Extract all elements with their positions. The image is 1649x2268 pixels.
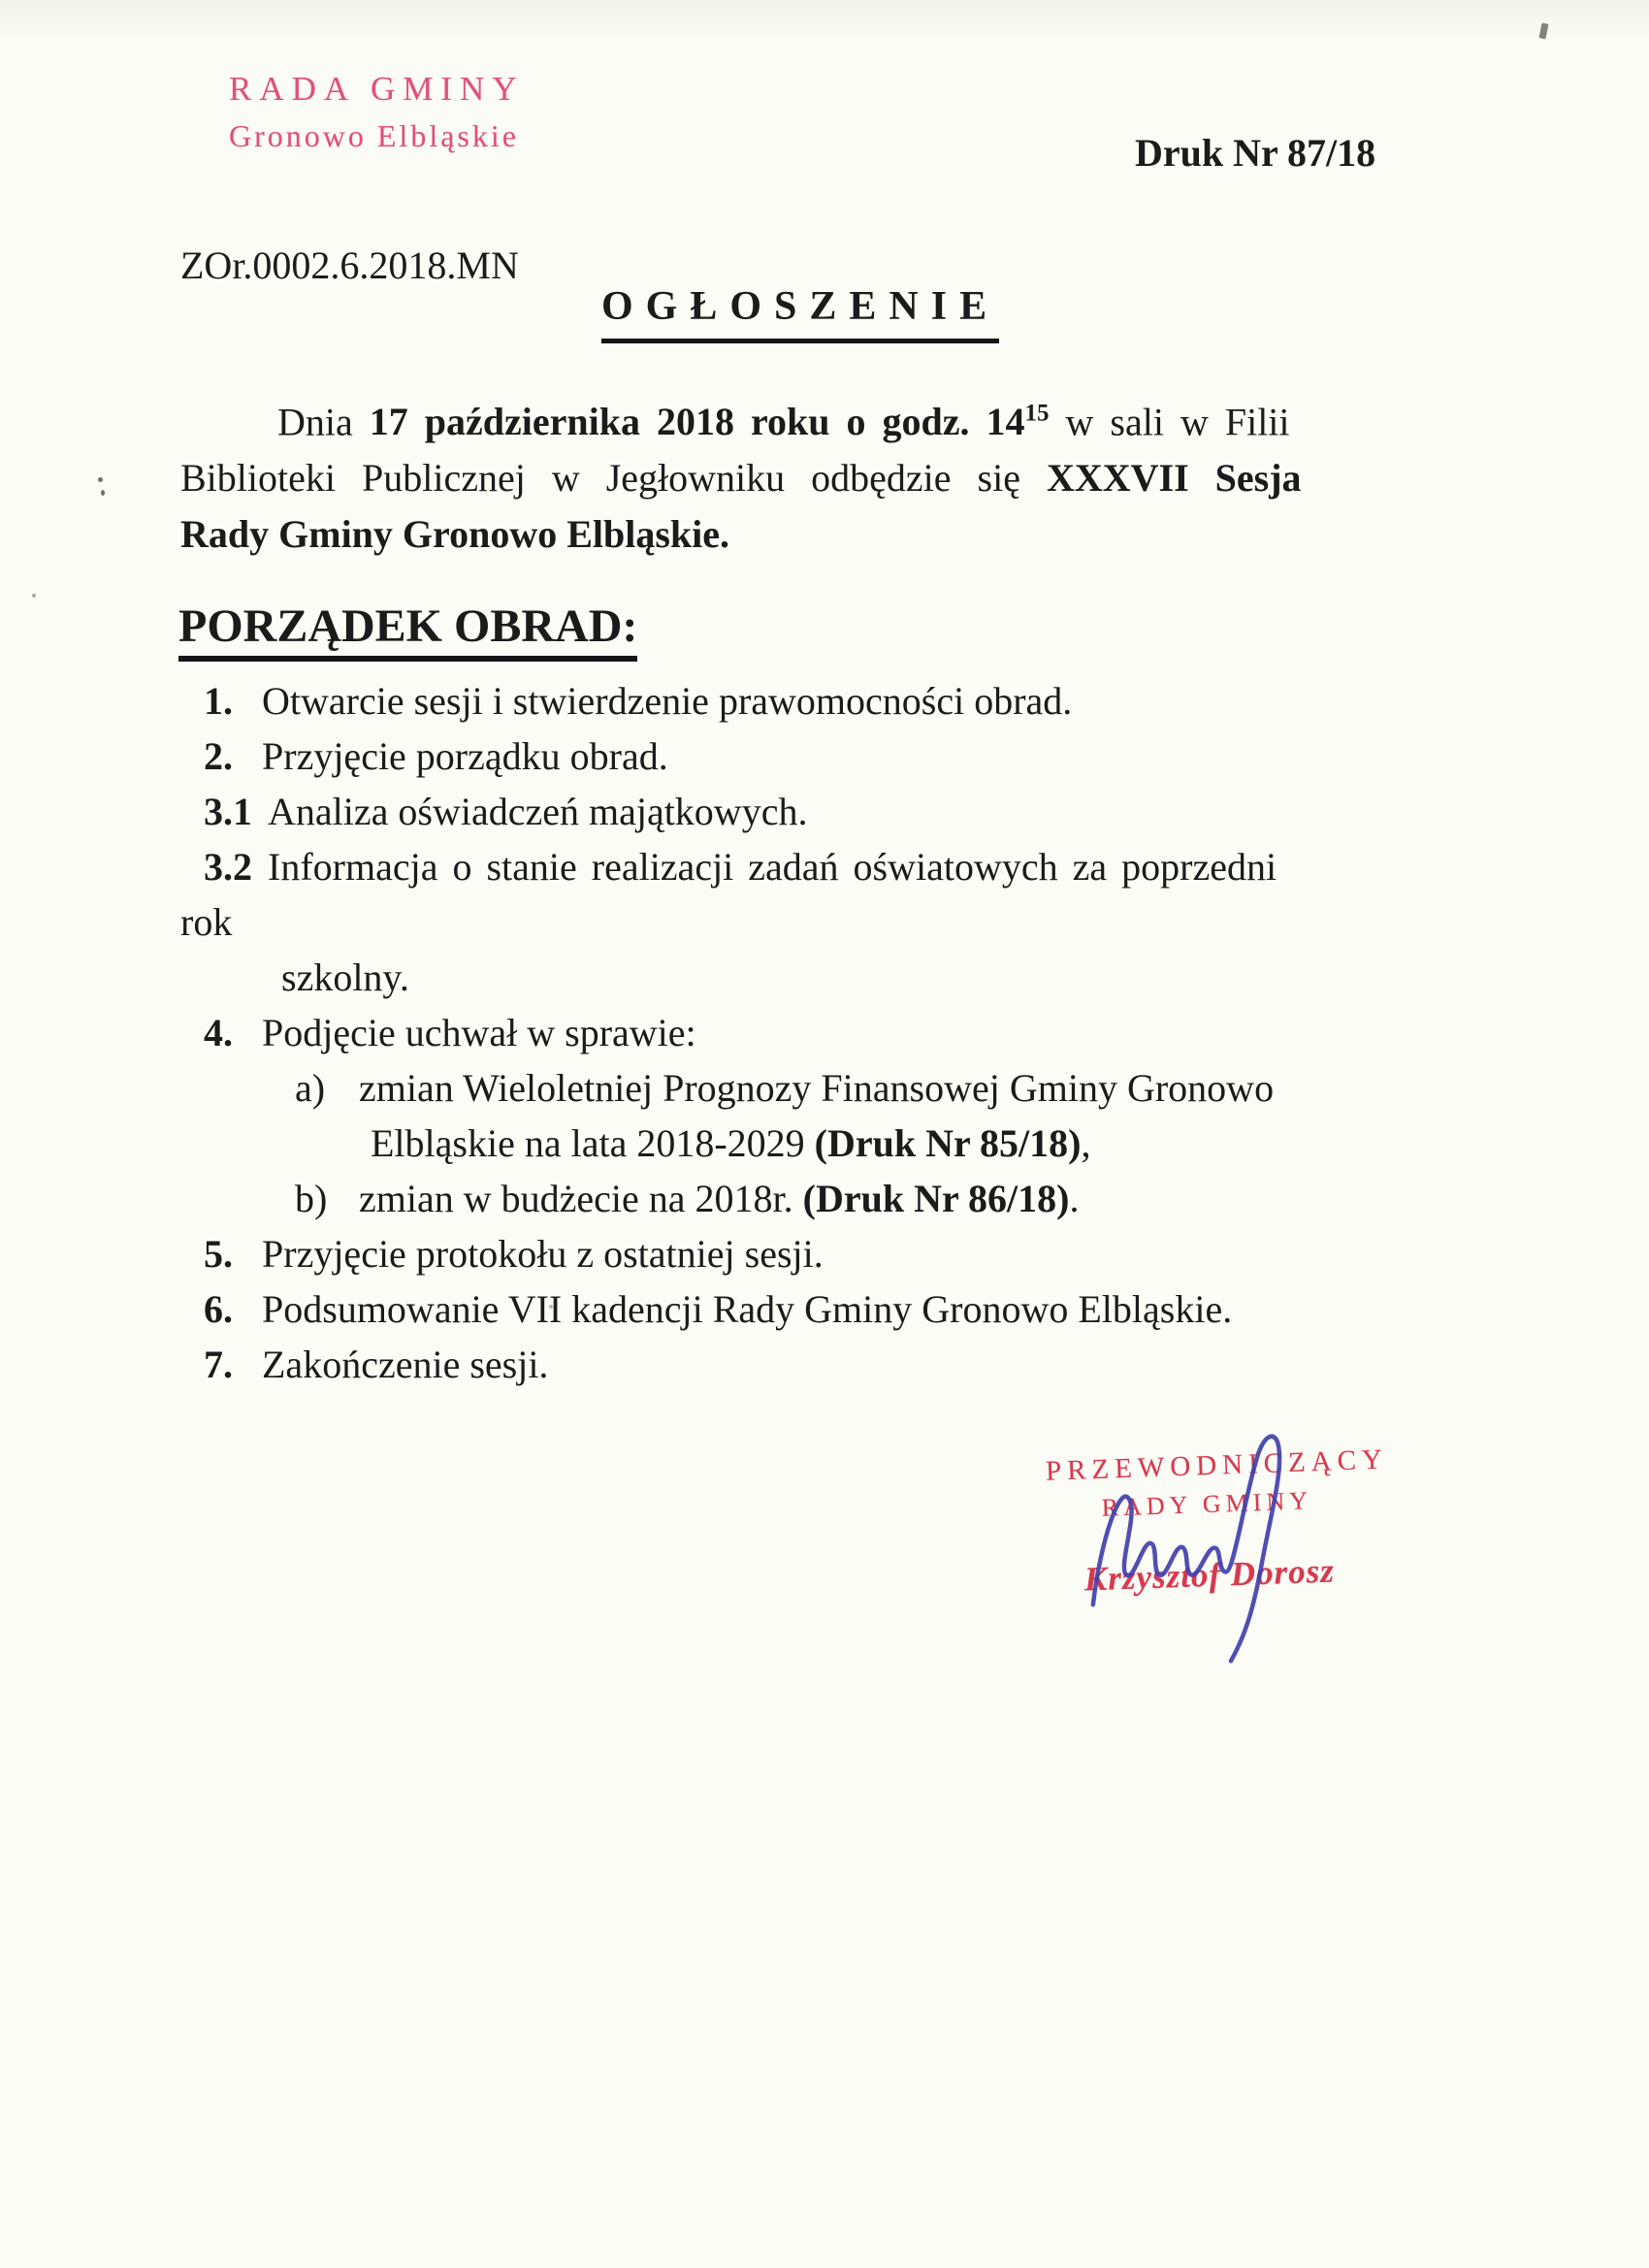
scan-speck [32, 594, 36, 598]
agenda-item-3-2-continuation-rok: rok [180, 900, 233, 944]
druk-85-reference: (Druk Nr 85/18) [814, 1121, 1082, 1165]
agenda-list [180, 673, 1461, 1392]
agenda-item-2: 2. Przyjęcie porządku obrad. [204, 734, 668, 778]
intro-line1-tail: w sali w Filii [1065, 400, 1290, 444]
document-title: OGŁOSZENIE [601, 283, 999, 343]
agenda-item-3-2: 3.2 Informacja o stanie realizacji zadań oświatowych za poprzedni [204, 845, 1277, 889]
council-stamp-line1: RADA GMINY [229, 70, 525, 108]
druk-86-reference: (Druk Nr 86/18) [802, 1177, 1070, 1220]
scanner-edge-shading [0, 0, 1649, 39]
intro-line-2: Biblioteki Publicznej w Jegłowniku odbędzie się XXXVII Sesja [180, 456, 1302, 501]
print-number: Druk Nr 87/18 [1135, 131, 1376, 175]
intro-line-1 [180, 386, 1385, 450]
agenda-item-4: 4. Podjęcie uchwał w sprawie: [204, 1011, 696, 1054]
agenda-item-4b: b) zmian w budżecie na 2018r. (Druk Nr 86/18). [295, 1177, 1080, 1220]
session-datetime: 17 października 2018 roku o godz. $14^{15}$ [369, 400, 1050, 444]
agenda-item-1: 1. Otwarcie sesji i stwierdzenie prawomocności obrad. [204, 679, 1073, 723]
agenda-item-6: 6. Podsumowanie VII kadencji Rady Gminy Gronowo Elbląskie. [204, 1287, 1233, 1331]
chairman-name-stamp: Krzysztof Dorosz [1083, 1551, 1336, 1599]
agenda-item-7: 7. Zakończenie sesji. [204, 1343, 549, 1386]
session-number: XXXVII Sesja [1046, 456, 1302, 501]
council-stamp-line2: Gronowo Elbląskie [229, 118, 519, 153]
agenda-item-3-2-continuation-szkolny: szkolny. [281, 956, 409, 999]
agenda-heading: PORZĄDEK OBRAD: [178, 599, 637, 653]
intro-paragraph [180, 386, 1385, 563]
signature-block [1045, 1443, 1389, 1600]
council-stamp [229, 70, 525, 154]
scan-speck [98, 477, 103, 482]
chairman-stamp-line2: RADY GMINY [1101, 1486, 1313, 1522]
scan-speck [101, 490, 105, 496]
council-name: Rady Gminy Gronowo Elbląskie. [180, 512, 730, 557]
case-reference-number: ZOr.0002.6.2018.MN [180, 243, 519, 287]
hour-superscript: 15 [1024, 401, 1050, 427]
chairman-stamp-line1: PRZEWODNICZĄCY [1045, 1443, 1389, 1487]
intro-line-3 [180, 506, 1385, 563]
agenda-item-4a: a) zmian Wieloletniej Prognozy Finansowej Gminy Gronowo [295, 1066, 1275, 1110]
intro-lead: Dnia [277, 400, 353, 444]
agenda-item-5: 5. Przyjęcie protokołu z ostatniej sesji. [204, 1232, 824, 1276]
agenda-item-4a-continuation: Elbląskie na lata 2018-2029 (Druk Nr 85/18), [371, 1121, 1091, 1165]
agenda-item-3-1: 3.1 Analiza oświadczeń majątkowych. [204, 790, 808, 833]
